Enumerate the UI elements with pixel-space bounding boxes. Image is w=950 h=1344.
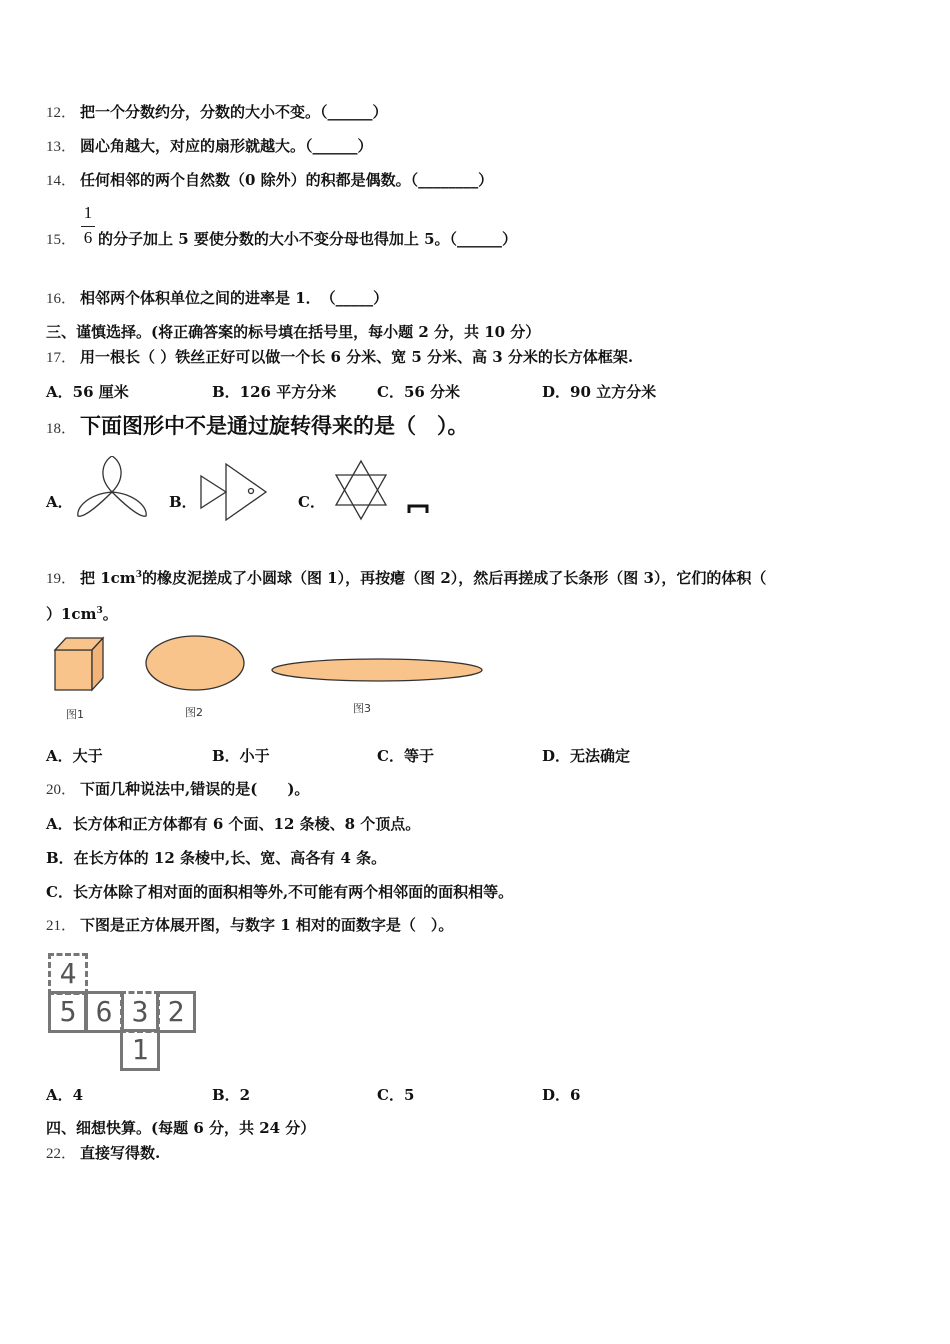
net-face-3: 3 (120, 991, 160, 1033)
net-face-4: 4 (48, 953, 88, 995)
q20-option-c[interactable]: C．长方体除了相对面的面积相等外,不可能有两个相邻面的面积相等。 (46, 883, 514, 901)
question-text: 相邻两个体积单位之间的进率是 1． （_____） (80, 289, 389, 307)
question-number: 20． (46, 782, 77, 798)
star-triangle-up (336, 461, 386, 505)
q18-option-b[interactable]: B． (169, 493, 197, 511)
figure-caption-3: 图3 (353, 702, 371, 715)
petal-right (112, 492, 146, 516)
question-text: 直接写得数. (80, 1144, 161, 1162)
q17-option-b[interactable]: B．126 平方分米 (212, 383, 337, 401)
question-21 (46, 915, 453, 936)
net-face-5: 5 (48, 991, 88, 1033)
q20-option-b[interactable]: B．在长方体的 12 条棱中,长、宽、高各有 4 条。 (46, 849, 387, 867)
q20-option-a[interactable]: A．长方体和正方体都有 6 个面、12 条棱、8 个顶点。 (46, 815, 421, 833)
question-text: ）1cm (46, 605, 97, 623)
question-number: 14． (46, 173, 77, 189)
q17-option-c[interactable]: C．56 分米 (377, 383, 461, 401)
star-triangle-down (336, 475, 386, 519)
fish-eye (249, 489, 254, 494)
q18-option-c[interactable]: C． (298, 493, 325, 511)
question-text: 把 1cm (80, 569, 136, 587)
question-number: 15． (46, 232, 77, 248)
three-petal-figure (72, 456, 152, 522)
question-18 (46, 412, 469, 443)
q19-option-b[interactable]: B．小于 (212, 747, 270, 765)
figure-caption-1: 图1 (66, 708, 84, 721)
question-16 (46, 288, 388, 309)
question-12 (46, 102, 388, 123)
question-number: 18． (46, 421, 77, 437)
hexagram-figure (332, 459, 390, 521)
question-19 (46, 565, 766, 589)
question-20 (46, 779, 309, 800)
question-22 (46, 1143, 160, 1164)
figure-caption-2: 图2 (185, 706, 203, 719)
question-text: 下图是正方体展开图，与数字 1 相对的面数字是（ ）。 (80, 916, 454, 934)
fraction-denominator: 6 (83, 228, 93, 247)
fish-tail-triangle (201, 476, 226, 508)
superscript: 3 (135, 570, 142, 580)
q19-option-d[interactable]: D．无法确定 (542, 747, 631, 765)
cube-net-figure (46, 951, 194, 1071)
question-text: 圆心角越大，对应的扇形就越大。（______） (80, 137, 373, 155)
question-13 (46, 136, 373, 157)
question-number: 13． (46, 139, 77, 155)
q19-option-c[interactable]: C．等于 (377, 747, 434, 765)
fraction-bar (81, 226, 95, 227)
triangle-fish-figure (198, 460, 270, 524)
question-17 (46, 347, 633, 368)
question-number: 21． (46, 918, 77, 934)
section-heading-3: 三、谨慎选择。(将正确答案的标号填在括号里，每小题 2 分，共 10 分） (46, 323, 541, 341)
question-number: 16． (46, 291, 77, 307)
question-number: 17． (46, 350, 77, 366)
question-text: 任何相邻的两个自然数（0 除外）的积都是偶数。（________） (80, 171, 494, 189)
petal-top (103, 456, 121, 492)
net-face-6: 6 (84, 991, 124, 1033)
petal-left (78, 492, 112, 516)
section-heading-4: 四、细想快算。(每题 6 分，共 24 分） (46, 1119, 316, 1137)
question-14 (46, 170, 493, 191)
question-text: 下面几种说法中,错误的是( )。 (80, 780, 310, 798)
q21-option-d[interactable]: D．6 (542, 1086, 581, 1104)
fraction-numerator: 1 (83, 203, 93, 222)
superscript: 3 (96, 606, 103, 616)
long-strip-figure (269, 656, 485, 684)
question-number: 12． (46, 105, 77, 121)
net-face-1: 1 (120, 1029, 160, 1071)
q18-option-a[interactable]: A． (46, 493, 73, 511)
question-text: 下面图形中不是通过旋转得来的是（ ）。 (80, 413, 469, 438)
q17-option-a[interactable]: A．56 厘米 (46, 383, 129, 401)
question-15 (46, 229, 517, 250)
question-text: 的分子加上 5 要使分数的大小不变分母也得加上 5。（______） (98, 230, 518, 248)
flattened-ellipse-figure (143, 634, 247, 692)
question-number: 22． (46, 1146, 77, 1162)
question-text-end: 。 (102, 605, 118, 623)
bracket-mark (407, 503, 429, 515)
q21-option-b[interactable]: B．2 (212, 1086, 251, 1104)
fish-body-triangle (226, 464, 266, 520)
question-19-line2 (46, 601, 118, 624)
q21-option-c[interactable]: C．5 (377, 1086, 415, 1104)
q21-option-a[interactable]: A．4 (46, 1086, 84, 1104)
cube-figure (52, 634, 106, 694)
question-text-cont: 的橡皮泥搓成了小圆球（图 1），再按瘪（图 2），然后再搓成了长条形（图 3），它们的体积（ (141, 569, 767, 587)
cube-front (55, 650, 92, 690)
question-text: 用一根长（ ）铁丝正好可以做一个长 6 分米、宽 5 分米、高 3 分米的长方体框架. (80, 348, 634, 366)
net-face-2: 2 (156, 991, 196, 1033)
q19-option-a[interactable]: A．大于 (46, 747, 103, 765)
question-number: 19． (46, 571, 77, 587)
question-text: 把一个分数约分，分数的大小不变。（______） (80, 103, 388, 121)
q17-option-d[interactable]: D．90 立方分米 (542, 383, 657, 401)
